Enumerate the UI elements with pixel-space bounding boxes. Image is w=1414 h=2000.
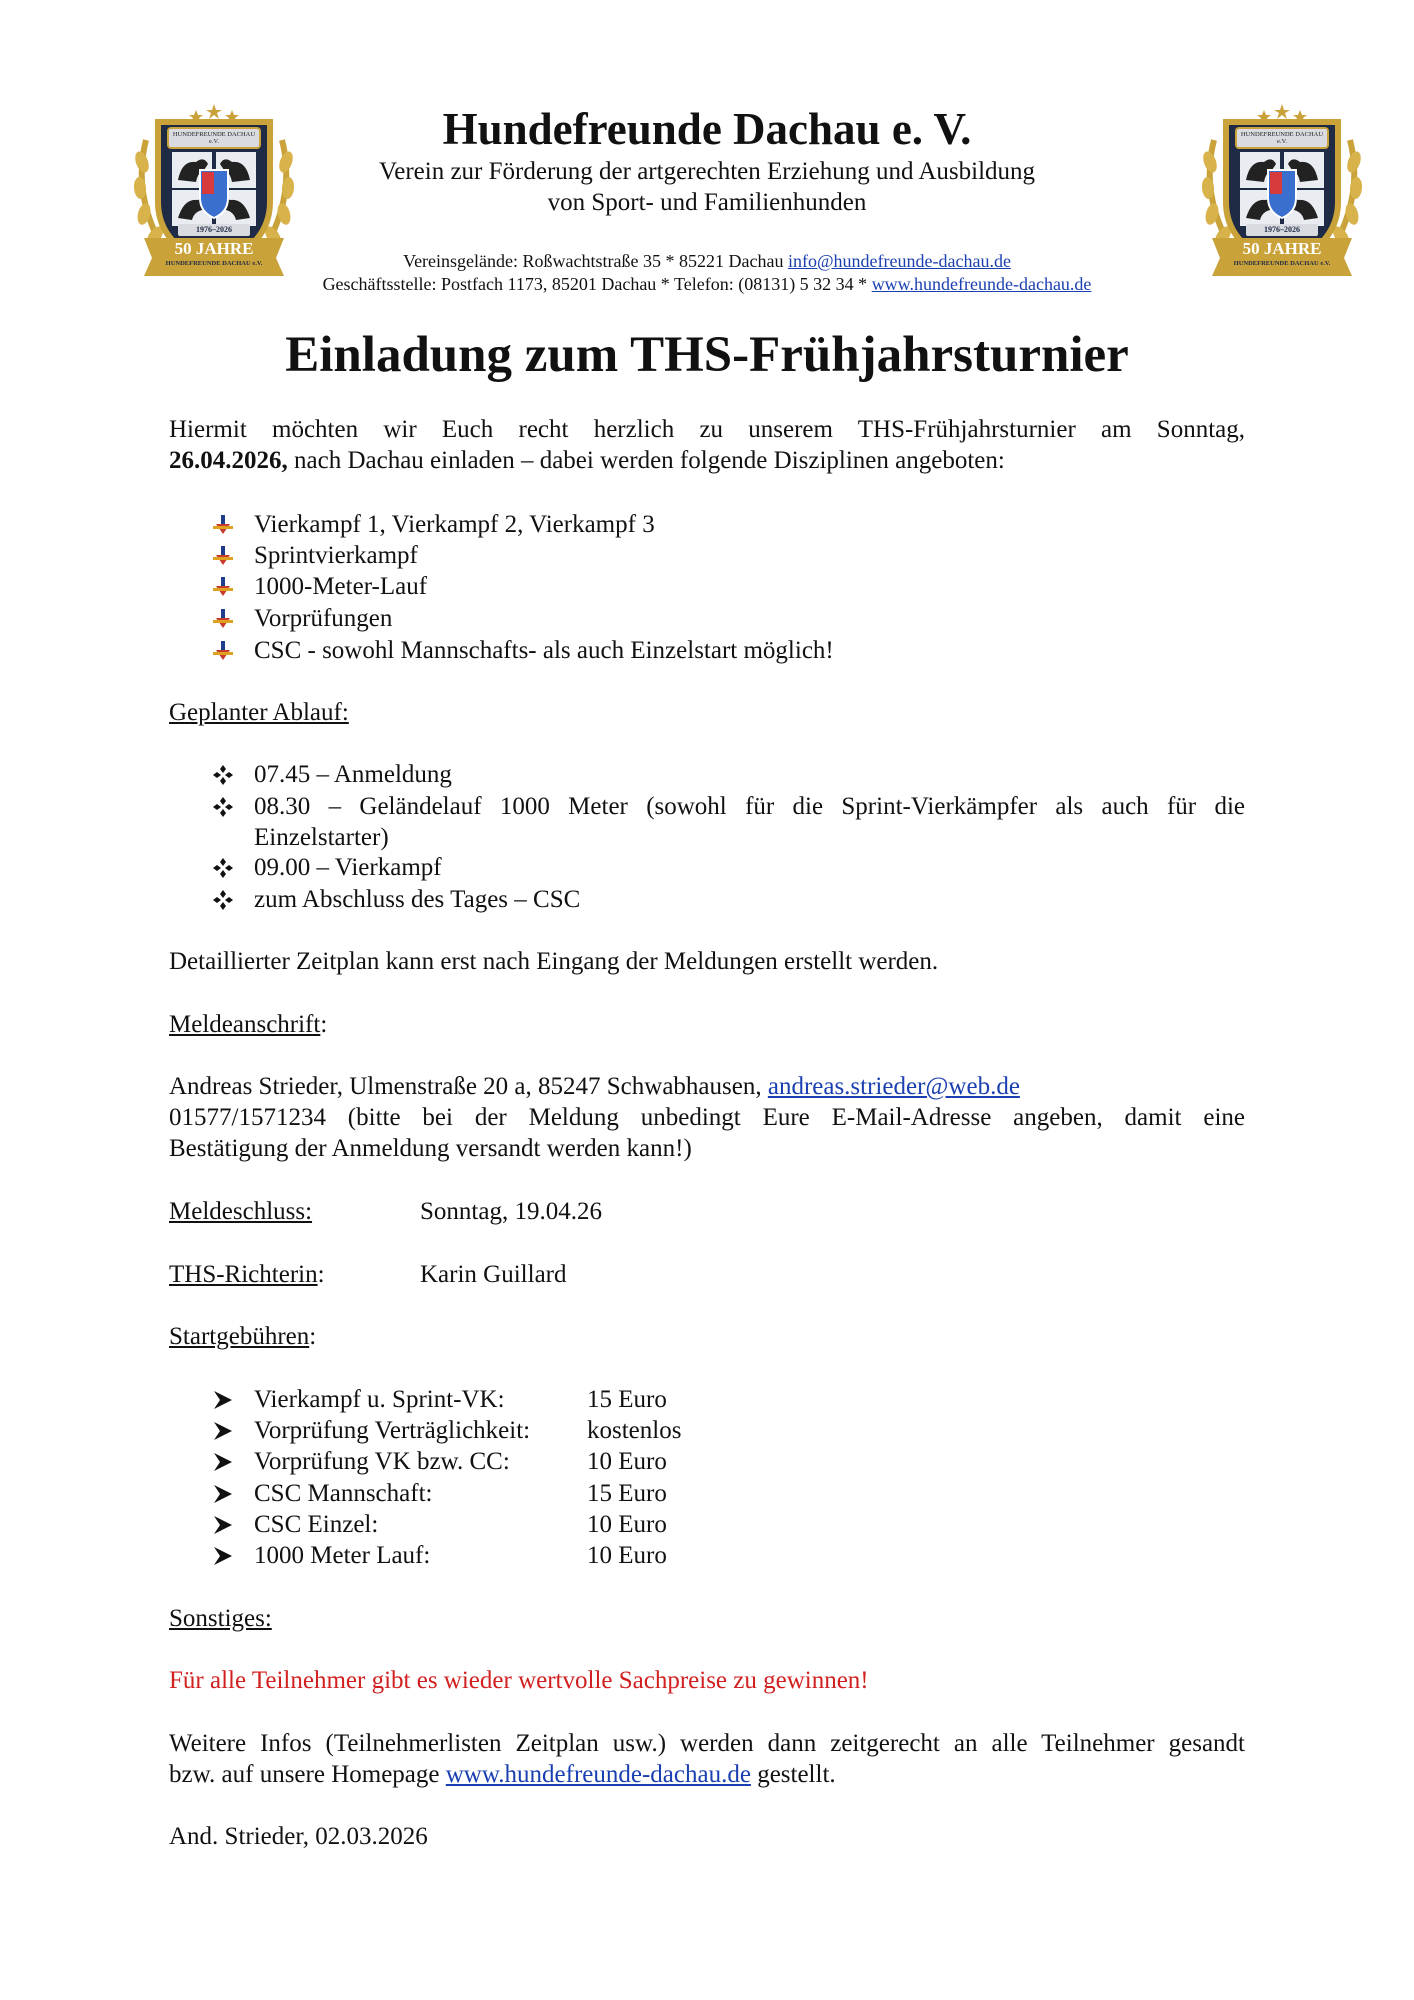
info-line-2-prefix: bzw. auf unsere Homepage: [169, 1761, 446, 1788]
address-line-2: [240, 274, 1174, 295]
schedule-heading: Geplanter Ablauf:: [169, 699, 349, 726]
info-line-2: [169, 1759, 1245, 1790]
logo-jubilee-text: 50 JAHRE: [174, 239, 254, 258]
signature: And. Strieder, 02.03.2026: [169, 1823, 428, 1850]
diamond-bullet-icon: [212, 796, 234, 818]
org-subtitle-line2: von Sport- und Familienhunden: [547, 189, 867, 216]
fee-value: 10 Euro: [587, 1542, 667, 1569]
fee-value: 15 Euro: [587, 1480, 667, 1507]
website-link-header[interactable]: www.hundefreunde-dachau.de: [871, 274, 1092, 294]
diamond-bullet-icon: [212, 857, 234, 879]
registration-heading: [169, 1009, 1245, 1040]
org-subtitle-line1: Verein zur Förderung der artgerechten Erziehung und Ausbildung: [378, 158, 1036, 185]
fee-value: 15 Euro: [587, 1386, 667, 1413]
info-line-1: Weitere Infos (Teilnehmerlisten Zeitplan usw.) werden dann zeitgerecht an alle Teilnehmer gesandt: [169, 1730, 1245, 1757]
diamond-bullet-icon: [212, 764, 234, 786]
fees-heading-text: Startgebühren: [169, 1323, 310, 1350]
schedule-note: Detaillierter Zeitplan kann erst nach Eingang der Meldungen erstellt werden.: [169, 948, 939, 975]
fee-label: CSC Einzel:: [254, 1511, 379, 1538]
logo-years-text: 1976–2026: [1264, 225, 1300, 234]
logo-top-text: HUNDEFREUNDE DACHAU e.V.: [1240, 131, 1324, 145]
discipline-item: Sprintvierkampf: [254, 542, 418, 569]
registration-phone-line: 01577/1571234 (bitte bei der Meldung unbedingt Eure E-Mail-Adresse angeben, damit eine: [169, 1104, 1245, 1131]
chevron-bullet-icon: [212, 1389, 234, 1411]
intro-line-2: [169, 445, 1245, 476]
club-crest-logo-right: [1192, 100, 1372, 280]
discipline-item: CSC - sowohl Mannschafts- als auch Einzelstart möglich!: [254, 637, 834, 664]
logo-top-text: HUNDEFREUNDE DACHAU e.V.: [172, 131, 256, 145]
judge-label: [169, 1259, 325, 1290]
logo-years-text: 1976–2026: [196, 225, 232, 234]
fee-value: 10 Euro: [587, 1511, 667, 1538]
address-line-2-text: Geschäftsstelle: Postfach 1173, 85201 Dachau * Telefon: (08131) 5 32 34 *: [322, 274, 872, 294]
fee-value: 10 Euro: [587, 1448, 667, 1475]
registration-address: [169, 1071, 1245, 1102]
arrow-bullet-icon: [212, 608, 234, 630]
fee-label: Vierkampf u. Sprint-VK:: [254, 1386, 505, 1413]
registration-heading-text: Meldeanschrift: [169, 1011, 321, 1038]
email-link-info[interactable]: info@hundefreunde-dachau.de: [787, 251, 1011, 271]
address-line-1-text: Vereinsgelände: Roßwachtstraße 35 * 85221 Dachau: [403, 251, 788, 271]
fees-heading: [169, 1321, 316, 1352]
schedule-item: 09.00 – Vierkampf: [254, 854, 442, 881]
fee-label: Vorprüfung VK bzw. CC:: [254, 1448, 510, 1475]
intro-line-2-text: nach Dachau einladen – dabei werden folgende Disziplinen angeboten:: [287, 447, 1005, 474]
info-line-2-suffix: gestellt.: [750, 1761, 836, 1788]
arrow-bullet-icon: [212, 640, 234, 662]
diamond-bullet-icon: [212, 889, 234, 911]
discipline-item: 1000-Meter-Lauf: [254, 573, 428, 600]
arrow-bullet-icon: [212, 514, 234, 536]
logo-bottom-text: HUNDEFREUNDE DACHAU e.V.: [165, 260, 263, 267]
fee-label: Vorprüfung Verträglichkeit:: [254, 1417, 531, 1444]
logo-bottom-text: HUNDEFREUNDE DACHAU e.V.: [1233, 260, 1331, 267]
chevron-bullet-icon: [212, 1483, 234, 1505]
chevron-bullet-icon: [212, 1451, 234, 1473]
judge-label-text: THS-Richterin: [169, 1261, 318, 1288]
discipline-item: Vorprüfungen: [254, 605, 393, 632]
registration-heading-colon: :: [320, 1011, 328, 1038]
judge-label-colon: :: [317, 1261, 325, 1288]
fee-label: 1000 Meter Lauf:: [254, 1542, 431, 1569]
logo-jubilee-text: 50 JAHRE: [1242, 239, 1322, 258]
registration-phone-line-2: Bestätigung der Anmeldung versandt werden kann!): [169, 1135, 692, 1162]
judge-value: Karin Guillard: [420, 1261, 567, 1288]
fee-label: CSC Mannschaft:: [254, 1480, 433, 1507]
misc-heading: Sonstiges:: [169, 1605, 272, 1632]
prize-note: Für alle Teilnehmer gibt es wieder wertvolle Sachpreise zu gewinnen!: [169, 1667, 869, 1694]
schedule-item: 07.45 – Anmeldung: [254, 761, 452, 788]
schedule-item-continuation: Einzelstarter): [254, 824, 389, 851]
org-name: Hundefreunde Dachau e. V.: [442, 104, 972, 154]
event-date: 26.04.2026,: [169, 447, 288, 474]
arrow-bullet-icon: [212, 545, 234, 567]
schedule-item: 08.30 – Geländelauf 1000 Meter (sowohl für die Sprint-Vierkämpfer als auch für die: [254, 793, 1245, 820]
schedule-item: zum Abschluss des Tages – CSC: [254, 886, 581, 913]
arrow-bullet-icon: [212, 576, 234, 598]
chevron-bullet-icon: [212, 1514, 234, 1536]
email-link-registration[interactable]: andreas.strieder@web.de: [767, 1073, 1020, 1100]
address-line-1: [240, 251, 1174, 272]
intro-line-1: Hiermit möchten wir Euch recht herzlich zu unserem THS-Frühjahrsturnier am Sonntag,: [169, 416, 1245, 443]
deadline-label: Meldeschluss:: [169, 1198, 313, 1225]
registration-address-text: Andreas Strieder, Ulmenstraße 20 a, 85247 Schwabhausen,: [169, 1073, 768, 1100]
fee-value: kostenlos: [587, 1417, 682, 1444]
document-title: Einladung zum THS-Frühjahrsturnier: [285, 327, 1129, 383]
fees-heading-colon: :: [309, 1323, 317, 1350]
website-link-homepage[interactable]: www.hundefreunde-dachau.de: [445, 1761, 751, 1788]
chevron-bullet-icon: [212, 1420, 234, 1442]
deadline-value: Sonntag, 19.04.26: [420, 1198, 602, 1225]
chevron-bullet-icon: [212, 1545, 234, 1567]
discipline-item: Vierkampf 1, Vierkampf 2, Vierkampf 3: [254, 511, 655, 538]
